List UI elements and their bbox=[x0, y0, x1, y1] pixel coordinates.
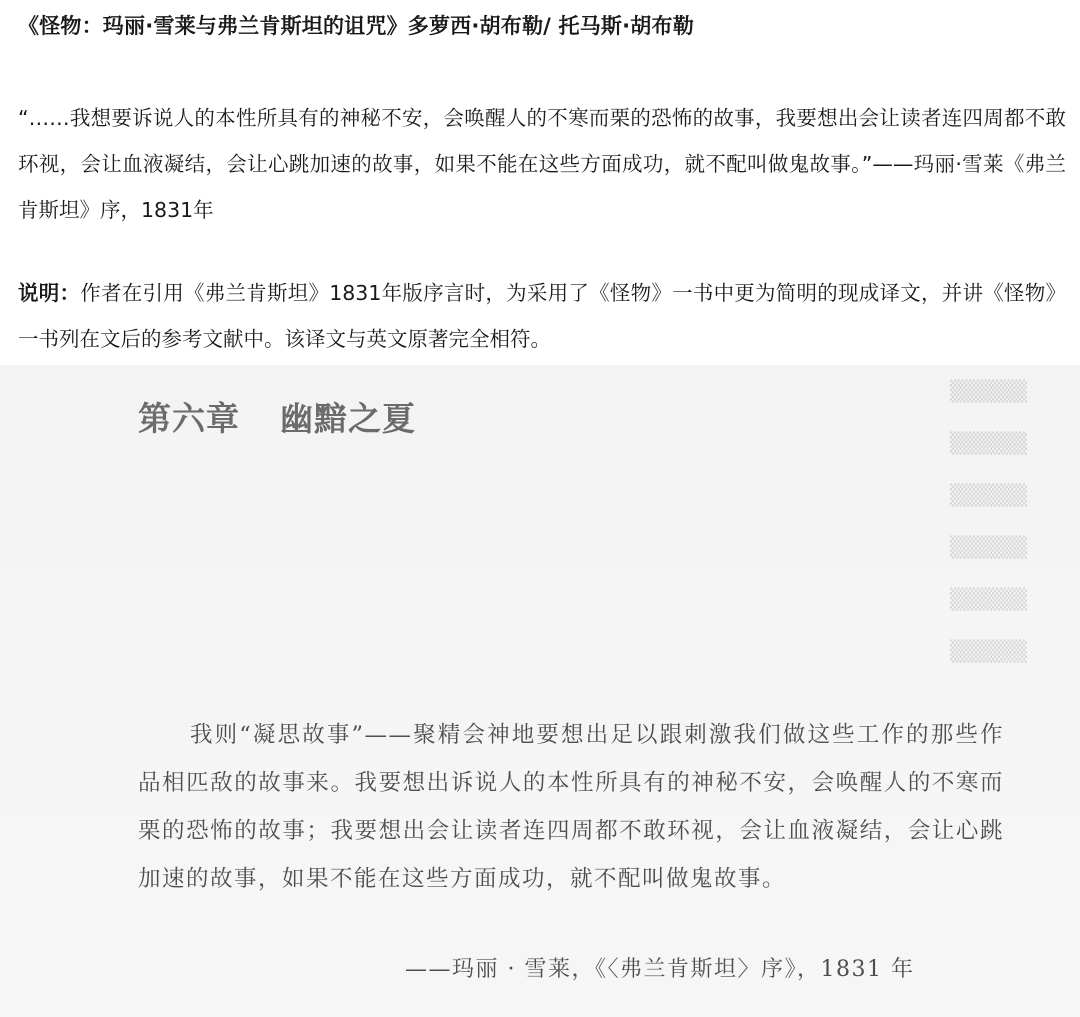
note-label: 说明： bbox=[18, 281, 81, 305]
bleed-through-texture: ▒▒▒▒▒ ▒▒▒▒▒ ▒▒▒▒▒ ▒▒▒▒▒ ▒▒▒▒▒ ▒▒▒▒▒ bbox=[950, 379, 1027, 663]
scanned-book-page bbox=[0, 365, 1080, 1017]
note-text: 作者在引用《弗兰肯斯坦》1831年版序言时，为采用了《怪物》一书中更为简明的现成译文，并讲《怪物》一书列在文后的参考文献中。该译文与英文原著完全相符。 bbox=[18, 281, 1067, 351]
chapter-heading bbox=[138, 393, 416, 440]
epigraph-quote: “……我想要诉说人的本性所具有的神秘不安，会唤醒人的不寒而栗的恐怖的故事，我要想出会让读者连四周都不敢环视，会让血液凝结，会让心跳加速的故事，如果不能在这些方面成功，就不配叫做鬼故事。”——玛丽·雪莱《弗兰肯斯坦》序，1831年 bbox=[18, 106, 1066, 222]
chapter-title: 幽黯之夏 bbox=[280, 399, 416, 438]
book-citation-heading: 《怪物：玛丽·雪莱与弗兰肯斯坦的诅咒》多萝西·胡布勒/ 托马斯·胡布勒 bbox=[18, 14, 694, 38]
translator-note bbox=[18, 270, 1066, 362]
chapter-number: 第六章 bbox=[138, 399, 240, 438]
article-section bbox=[0, 0, 1080, 365]
scanned-paragraph: 我则“凝思故事”——聚精会神地要想出足以跟刺激我们做这些工作的那些作品相匹敌的故事来。我要想出诉说人的本性所具有的神秘不安，会唤醒人的不寒而栗的恐怖的故事；我要想出会让读者连四周都不敢环视，会让血液凝结，会让心跳加速的故事，如果不能在这些方面成功，就不配叫做鬼故事。 bbox=[138, 722, 1004, 892]
scanned-attribution: ——玛丽 · 雪莱，《〈弗兰肯斯坦〉序》，1831 年 bbox=[405, 957, 915, 982]
